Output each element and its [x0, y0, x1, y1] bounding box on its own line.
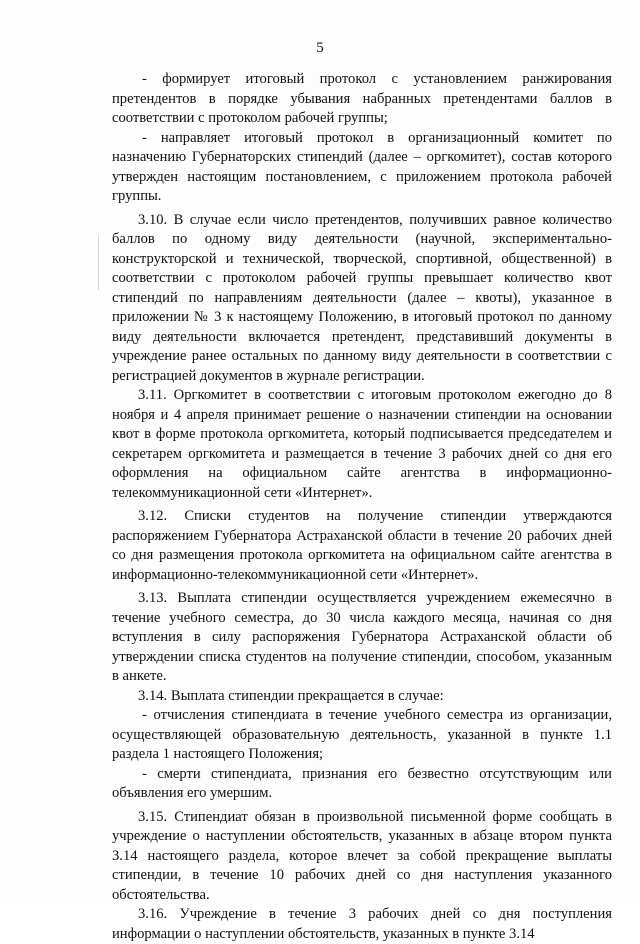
paragraph-3-14: 3.14. Выплата стипендии прекращается в случае: [138, 687, 444, 704]
margin-mark [98, 235, 99, 290]
paragraph-3-12: 3.12. Списки студентов на получение стипендии утверждаются распоряжением Губернатора Астраханской области в течение 20 рабочих дней со дня размещения протокола оргкомитета на официальном сайте агентства в информационно-телекоммуникационной сети «Интернет». [112, 508, 612, 583]
paragraph-dash-4: - смерти стипендиата, признания его безвестно отсутствующим или объявления его умершим. [112, 765, 612, 801]
paragraph-dash-1: - формирует итоговый протокол с установлением ранжирования претендентов в порядке убывания набранных претендентами баллов в соответствии с протоколом рабочей группы; [112, 71, 612, 126]
paragraph-3-15: 3.15. Стипендиат обязан в произвольной письменной форме сообщать в учреждение о наступлении обстоятельств, указанных в абзаце втором пункта 3.14 настоящего раздела, которое влечет за собой прекращение выплаты стипендии, в течение 10 рабочих дней со дня наступления указанного обстоятельства. [112, 808, 612, 903]
page-number: 5 [316, 40, 324, 56]
paragraph-3-13: 3.13. Выплата стипендии осуществляется учреждением ежемесячно в течение учебного семестра, до 30 числа каждого месяца, начиная со дня вступления в силу распоряжения Губернатора Астраханской области об утверждении списка студентов на получение стипендии, способом, указанным в анкете. [112, 590, 612, 684]
document-body [112, 70, 612, 944]
paragraph-3-10: 3.10. В случае если число претендентов, получивших равное количество баллов по одному виду деятельности (научной, экспериментально-конструкторской и технической, творческой, спортивной, общественной) в соответствии с протоколом рабочей группы превышает количество квот стипендий по направлениям деятельности (далее – квоты), указанное в приложении № 3 к настоящему Положению, в итоговый протокол по данному виду деятельности включается претендент, представивший документы в учреждение ранее остальных по данному виду деятельности в соответствии с регистрацией документов в журнале регистрации. [112, 211, 612, 384]
paragraph-3-11: 3.11. Оргкомитет в соответствии с итоговым протоколом ежегодно до 8 ноября и 4 апреля принимает решение о назначении стипендии на основании квот в форме протокола оргкомитета, который подписывается председателем и секретарем оргкомитета и размещается в течение 3 рабочих дней со дня его оформления на официальном сайте агентства в информационно-телекоммуникационной сети «Интернет». [112, 387, 612, 501]
paragraph-3-16: 3.16. Учреждение в течение 3 рабочих дней со дня поступления информации о наступлении обстоятельств, указанных в пункте 3.14 [112, 906, 612, 942]
paragraph-dash-3: - отчисления стипендиата в течение учебного семестра из организации, осуществляющей образовательную деятельность, указанной в пункте 1.1 раздела 1 настоящего Положения; [112, 707, 612, 762]
paragraph-dash-2: - направляет итоговый протокол в организационный комитет по назначению Губернаторских стипендий (далее – оргкомитет), состав которого утвержден настоящим постановлением, с приложением протокола рабочей группы. [112, 129, 612, 204]
